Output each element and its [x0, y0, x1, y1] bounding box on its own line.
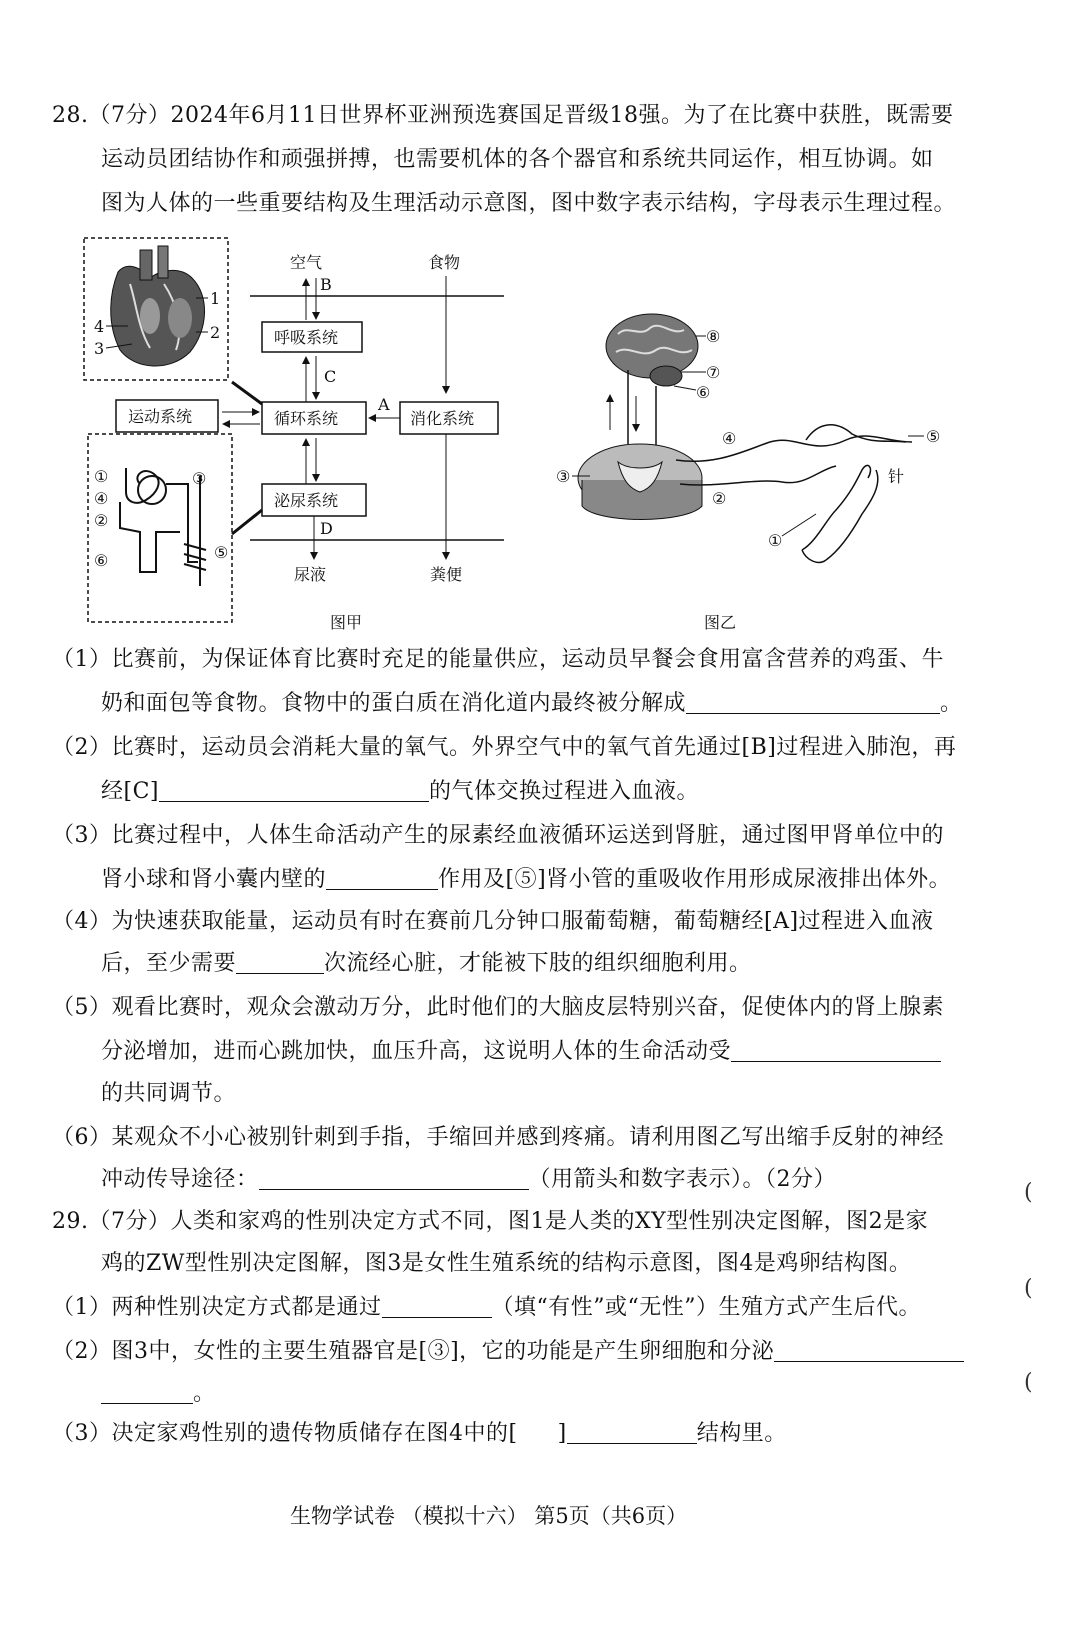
q29-1-text: （1）两种性别决定方式都是通过 — [52, 1295, 382, 1320]
q28-intro-line-1: 28.（7分）2024年6月11日世界杯亚洲预选赛国足晋级18强。为了在比赛中获胜，既需要 — [52, 103, 954, 128]
label-A: A — [378, 395, 390, 414]
yi-label-1: ① — [768, 531, 783, 550]
q28-2-answer-blank[interactable] — [159, 777, 429, 802]
q28-5-line-2 — [101, 1030, 941, 1074]
spinal-cord-illustration — [578, 444, 702, 520]
q29-3-answer-blank[interactable] — [567, 1419, 697, 1444]
q29-3-line — [52, 1412, 787, 1456]
q28-intro-line-3: 图为人体的一些重要结构及生理活动示意图，图中数字表示结构，字母表示生理过程。 — [101, 191, 957, 216]
q29-3-text: （3）决定家鸡性别的遗传物质储存在图4中的[ — [52, 1421, 518, 1446]
heart-label-4: 4 — [94, 317, 105, 336]
q28-4-answer-blank[interactable] — [236, 949, 324, 974]
q28-2-end: 的气体交换过程进入血液。 — [429, 779, 700, 804]
q28-4-line-1: （4）为快速获取能量，运动员有时在赛前几分钟口服葡萄糖，葡萄糖经[A]过程进入血液 — [52, 909, 934, 934]
label-urine: 尿液 — [294, 565, 327, 584]
brain-illustration — [606, 314, 698, 386]
q28-1-line-1: （1）比赛前，为保证体育比赛时充足的能量供应，运动员早餐会食用富含营养的鸡蛋、牛 — [52, 647, 945, 672]
q28-5-text: 分泌增加，进而心跳加快，血压升高，这说明人体的生命活动受 — [101, 1039, 732, 1064]
figure-jia — [80, 232, 530, 642]
q28-3-line-1: （3）比赛过程中，人体生命活动产生的尿素经血液循环运送到肾脏，通过图甲肾单位中的 — [52, 823, 945, 848]
q29-intro-line-2: 鸡的ZW型性别决定图解，图3是女性生殖系统的结构示意图，图4是鸡卵结构图。 — [101, 1251, 912, 1276]
q29-2-text: （2）图3中，女性的主要生殖器官是[③]，它的功能是产生卵细胞和分泌 — [52, 1339, 775, 1364]
q29-intro-line-1: 29.（7分）人类和家鸡的性别决定方式不同，图1是人类的XY型性别决定图解，图2是家 — [52, 1209, 929, 1234]
q28-intro-line-2: 运动员团结协作和顽强拼搏，也需要机体的各个器官和系统共同运作，相互协调。如 — [101, 147, 934, 172]
label-air: 空气 — [290, 253, 323, 272]
yi-label-8: ⑧ — [706, 327, 721, 346]
q28-6-line-2 — [101, 1158, 836, 1202]
q28-1-line-2 — [101, 682, 963, 726]
yi-label-7: ⑦ — [706, 363, 721, 382]
yi-label-2: ② — [712, 489, 727, 508]
nephron-label-1: ① — [94, 467, 109, 486]
q28-2-line-2 — [101, 770, 699, 814]
box-digestive: 消化系统 — [410, 409, 475, 428]
q28-4-line-2 — [101, 942, 752, 986]
q29-1-line — [52, 1286, 921, 1330]
nephron-box — [88, 434, 232, 622]
q28-4-text: 后，至少需要 — [101, 951, 237, 976]
box-respiratory: 呼吸系统 — [274, 328, 339, 347]
label-feces: 粪便 — [430, 565, 463, 584]
box-circulatory: 循环系统 — [274, 409, 339, 428]
q28-6-end: （用箭头和数字表示）。（2分） — [528, 1167, 837, 1192]
edge-mark-2: ( — [1024, 1276, 1033, 1301]
q28-1-end: 。 — [940, 691, 963, 716]
caption-yi: 图乙 — [704, 613, 737, 632]
q28-1-answer-blank[interactable] — [686, 689, 940, 714]
label-C: C — [324, 367, 337, 386]
label-B: B — [320, 275, 332, 294]
box-urinary: 泌尿系统 — [274, 491, 339, 510]
edge-mark-3: ( — [1024, 1370, 1033, 1395]
nephron-label-5: ⑤ — [214, 543, 229, 562]
q28-2-text: 经[C] — [101, 779, 159, 804]
q29-2-answer-blank-b[interactable] — [101, 1379, 193, 1404]
figure-yi — [556, 310, 996, 640]
q29-3-bracket-close: ] — [557, 1421, 567, 1446]
q28-3-end: 作用及[⑤]肾小管的重吸收作用形成尿液排出体外。 — [438, 867, 952, 892]
q29-2-line-1 — [52, 1330, 964, 1374]
heart-label-2: 2 — [210, 323, 221, 342]
q28-3-line-2 — [101, 858, 951, 902]
nephron-label-2: ② — [94, 511, 109, 530]
q29-2-end: 。 — [193, 1381, 216, 1406]
yi-label-needle: 针 — [888, 467, 905, 486]
yi-label-4: ④ — [722, 429, 737, 448]
q28-5-line-1: （5）观看比赛时，观众会激动万分，此时他们的大脑皮层特别兴奋，促使体内的肾上腺素 — [52, 995, 945, 1020]
q29-2-line-2 — [101, 1372, 216, 1416]
box-motor: 运动系统 — [128, 407, 193, 426]
heart-label-1: 1 — [210, 289, 221, 308]
page-footer: 生物学试卷 （模拟十六） 第5页（共6页） — [290, 1504, 688, 1528]
q28-4-end: 次流经心脏，才能被下肢的组织细胞利用。 — [324, 951, 752, 976]
edge-mark-1: ( — [1024, 1180, 1033, 1205]
q28-1-text: 奶和面包等食物。食物中的蛋白质在消化道内最终被分解成 — [101, 691, 687, 716]
nephron-label-3: ③ — [192, 469, 207, 488]
label-D: D — [320, 519, 333, 538]
q28-5-line-3: 的共同调节。 — [101, 1081, 237, 1106]
yi-label-6: ⑥ — [696, 383, 711, 402]
yi-label-3: ③ — [556, 467, 571, 486]
q28-6-line-1: （6）某观众不小心被别针刺到手指，手缩回并感到疼痛。请利用图乙写出缩手反射的神经 — [52, 1125, 945, 1150]
q28-3-text: 肾小球和肾小囊内壁的 — [101, 867, 327, 892]
heart-label-3: 3 — [94, 339, 105, 358]
heart-illustration — [111, 246, 205, 366]
nephron-label-4: ④ — [94, 489, 109, 508]
q29-1-answer-blank[interactable] — [382, 1293, 492, 1318]
yi-label-5: ⑤ — [926, 427, 941, 446]
q29-3-end: 结构里。 — [696, 1421, 787, 1446]
nephron-label-6: ⑥ — [94, 551, 109, 570]
q28-2-line-1: （2）比赛时，运动员会消耗大量的氧气。外界空气中的氧气首先通过[B]过程进入肺泡，再 — [52, 735, 957, 760]
q28-6-answer-blank[interactable] — [259, 1165, 529, 1190]
label-food: 食物 — [428, 253, 461, 272]
q29-1-end: （填“有性”或“无性”）生殖方式产生后代。 — [491, 1295, 921, 1320]
q28-3-answer-blank[interactable] — [326, 865, 438, 890]
caption-jia: 图甲 — [330, 613, 363, 632]
q28-6-text: 冲动传导途径： — [101, 1167, 259, 1192]
q29-2-answer-blank-a[interactable] — [774, 1337, 964, 1362]
q28-5-answer-blank[interactable] — [731, 1037, 941, 1062]
